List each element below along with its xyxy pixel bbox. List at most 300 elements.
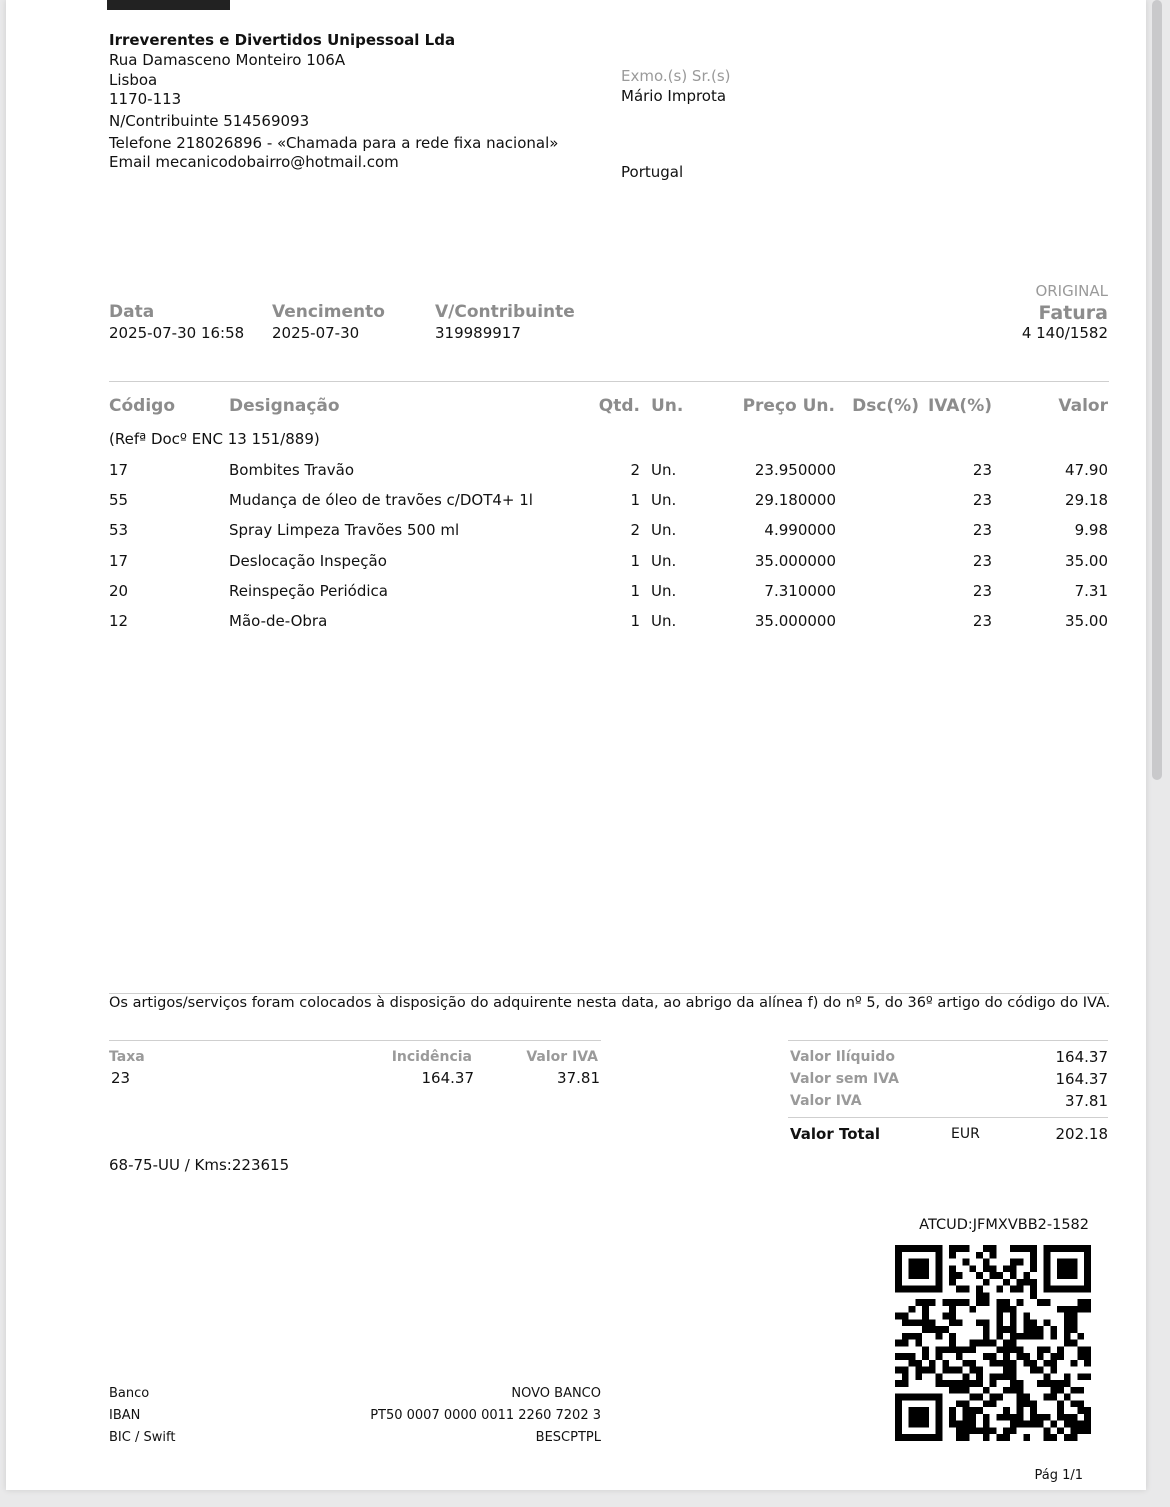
qr-module	[956, 1353, 963, 1360]
qr-module	[956, 1434, 963, 1441]
qr-module	[1003, 1299, 1010, 1306]
cell-vat: 23	[972, 461, 992, 479]
qr-module	[990, 1252, 997, 1259]
col-vat-header: IVA(%)	[927, 396, 992, 416]
col-qty-header: Qtd.	[598, 396, 640, 416]
qr-module	[976, 1299, 983, 1306]
qr-module	[1077, 1373, 1084, 1380]
qr-module	[942, 1360, 949, 1367]
qr-module	[1017, 1259, 1024, 1266]
qr-module	[1030, 1360, 1037, 1367]
cell-unit: Un.	[651, 581, 677, 600]
qr-module	[942, 1299, 949, 1306]
qr-module	[1084, 1414, 1091, 1421]
qr-module	[1050, 1360, 1057, 1367]
qr-module	[956, 1421, 963, 1428]
qr-module	[1010, 1333, 1017, 1340]
client-salutation: Exmo.(s) Sr.(s)	[621, 67, 731, 85]
qr-module	[936, 1333, 943, 1340]
qr-module	[1037, 1421, 1044, 1428]
qr-module	[1044, 1427, 1051, 1434]
qr-module	[976, 1373, 983, 1380]
qr-module	[1064, 1421, 1071, 1428]
cell-vat: 23	[972, 521, 992, 540]
qr-module	[1010, 1286, 1017, 1293]
qr-module	[1023, 1421, 1030, 1428]
qr-module	[1077, 1387, 1084, 1394]
qr-module	[1037, 1414, 1044, 1421]
cell-code: 20	[109, 581, 129, 600]
qr-module	[922, 1346, 929, 1353]
qr-module	[983, 1421, 990, 1428]
cell-vat: 23	[972, 551, 992, 570]
qr-module	[1071, 1400, 1078, 1407]
qr-module	[1084, 1360, 1091, 1367]
bic-label: BIC / Swift	[109, 1430, 176, 1445]
qr-module	[963, 1387, 970, 1394]
cell-value: 35.00	[1065, 612, 1108, 630]
net-value: 164.37	[1055, 1048, 1108, 1066]
qr-module	[895, 1340, 902, 1347]
qr-module	[969, 1407, 976, 1414]
qr-module	[1077, 1299, 1084, 1306]
qr-module	[1037, 1353, 1044, 1360]
qr-module	[1071, 1421, 1078, 1428]
qr-module	[1003, 1340, 1010, 1347]
qr-module	[949, 1367, 956, 1374]
qr-module	[990, 1245, 997, 1252]
qr-module	[963, 1373, 970, 1380]
qr-module	[983, 1434, 990, 1441]
total-label: Valor Total	[790, 1125, 880, 1143]
cell-unit: Un.	[651, 612, 677, 630]
qr-module	[1084, 1373, 1091, 1380]
qr-module	[1030, 1245, 1037, 1252]
qr-module	[1010, 1380, 1017, 1387]
qr-module	[1084, 1346, 1091, 1353]
cell-qty: 1	[630, 551, 640, 570]
qr-module	[1017, 1400, 1024, 1407]
qr-module	[976, 1340, 983, 1347]
qr-module	[969, 1380, 976, 1387]
tax-base-header: Incidência	[391, 1049, 472, 1065]
qr-module	[1037, 1346, 1044, 1353]
cell-unit: Un.	[651, 461, 677, 479]
qr-module	[983, 1299, 990, 1306]
qr-module	[956, 1387, 963, 1394]
qr-module	[1017, 1353, 1024, 1360]
qr-module	[1044, 1373, 1051, 1380]
qr-module	[1044, 1360, 1051, 1367]
qr-module	[949, 1252, 956, 1259]
qr-module	[1064, 1434, 1071, 1441]
col-value-header: Valor	[1058, 396, 1108, 416]
reference-line: (Refª Docº ENC 13 151/889)	[109, 430, 320, 448]
qr-module	[936, 1380, 943, 1387]
qr-module	[983, 1265, 990, 1272]
qr-module	[963, 1427, 970, 1434]
qr-module	[969, 1367, 976, 1374]
qr-module	[976, 1367, 983, 1374]
qr-module	[1064, 1306, 1071, 1313]
qr-module	[996, 1434, 1003, 1441]
qr-module	[1044, 1380, 1051, 1387]
cell-desc: Reinspeção Periódica	[229, 581, 388, 600]
qr-module	[915, 1373, 922, 1380]
qr-module	[1044, 1299, 1051, 1306]
qr-module	[983, 1353, 990, 1360]
qr-module	[996, 1313, 1003, 1320]
qr-module	[949, 1299, 956, 1306]
qr-module	[949, 1272, 956, 1279]
qr-module	[1050, 1434, 1057, 1441]
vat-total-label: Valor IVA	[790, 1093, 862, 1109]
cell-vat: 23	[972, 581, 992, 600]
qr-module	[936, 1353, 943, 1360]
qr-code	[895, 1245, 1091, 1441]
qr-module	[929, 1299, 936, 1306]
qr-module	[996, 1319, 1003, 1326]
qr-module	[963, 1434, 970, 1441]
cell-qty: 1	[630, 581, 640, 600]
tax-vat-header: Valor IVA	[526, 1049, 598, 1065]
bank-label: Banco	[109, 1386, 150, 1401]
qr-module	[976, 1407, 983, 1414]
qr-module	[1050, 1421, 1057, 1428]
cell-qty: 2	[630, 521, 640, 540]
page-number: Pág 1/1	[1034, 1468, 1083, 1483]
qr-module	[922, 1319, 929, 1326]
qr-module	[902, 1333, 909, 1340]
qr-module	[1030, 1259, 1037, 1266]
qr-module	[1077, 1346, 1084, 1353]
atcud: ATCUD:JFMXVBB2-1582	[919, 1217, 1089, 1233]
qr-module	[956, 1286, 963, 1293]
vertical-scrollbar[interactable]	[1152, 0, 1162, 780]
qr-module	[996, 1333, 1003, 1340]
qr-module	[1057, 1400, 1064, 1407]
cell-price: 35.000000	[754, 551, 836, 570]
cell-vat: 23	[972, 491, 992, 510]
qr-module	[949, 1333, 956, 1340]
qr-module	[949, 1414, 956, 1421]
qr-module	[1044, 1394, 1051, 1401]
qr-module	[983, 1279, 990, 1286]
qr-module	[936, 1346, 943, 1353]
qr-module	[1037, 1333, 1044, 1340]
qr-module	[1057, 1259, 1077, 1279]
qr-module	[990, 1394, 997, 1401]
cell-desc: Mudança de óleo de travões c/DOT4+ 1l	[229, 491, 533, 510]
qr-module	[1077, 1421, 1084, 1428]
qr-module	[1003, 1387, 1010, 1394]
qr-module	[1050, 1367, 1057, 1374]
qr-module	[922, 1306, 929, 1313]
cell-desc: Bombites Travão	[229, 461, 355, 479]
qr-module	[996, 1414, 1003, 1421]
col-unit-header: Un.	[651, 396, 684, 416]
cell-price: 4.990000	[764, 521, 836, 540]
qr-module	[963, 1286, 970, 1293]
qr-module	[1030, 1333, 1037, 1340]
qr-module	[1030, 1292, 1037, 1299]
qr-module	[949, 1245, 956, 1252]
qr-module	[895, 1380, 902, 1387]
qr-module	[949, 1340, 956, 1347]
qr-module	[1071, 1306, 1078, 1313]
qr-module	[1003, 1407, 1010, 1414]
qr-module	[1064, 1333, 1071, 1340]
qr-module	[983, 1387, 990, 1394]
qr-module	[1017, 1414, 1024, 1421]
qr-module	[909, 1360, 916, 1367]
divider	[788, 1117, 1108, 1118]
qr-module	[976, 1292, 983, 1299]
cell-price: 23.950000	[754, 461, 836, 479]
qr-module	[976, 1394, 983, 1401]
qr-module	[1010, 1414, 1017, 1421]
qr-module	[969, 1265, 976, 1272]
company-nif: N/Contribuinte 514569093	[109, 112, 310, 130]
qr-module	[1010, 1360, 1017, 1367]
qr-module	[909, 1319, 916, 1326]
qr-module	[1077, 1407, 1084, 1414]
qr-module	[956, 1427, 963, 1434]
qr-module	[1017, 1299, 1024, 1306]
qr-module	[902, 1380, 909, 1387]
qr-module	[1017, 1394, 1024, 1401]
qr-module	[949, 1346, 956, 1353]
qr-module	[1017, 1380, 1024, 1387]
qr-module	[1030, 1326, 1037, 1333]
qr-module	[956, 1245, 963, 1252]
qr-module	[983, 1326, 990, 1333]
qr-module	[949, 1265, 956, 1272]
tax-rate-header: Taxa	[109, 1049, 145, 1065]
due-value: 2025-07-30	[272, 324, 360, 342]
qr-module	[1044, 1434, 1051, 1441]
qr-module	[1023, 1272, 1030, 1279]
qr-module	[936, 1373, 943, 1380]
qr-module	[1064, 1313, 1071, 1320]
qr-module	[1071, 1319, 1078, 1326]
qr-module	[942, 1346, 949, 1353]
qr-module	[976, 1380, 983, 1387]
qr-module	[983, 1319, 990, 1326]
qr-module	[1017, 1279, 1024, 1286]
qr-module	[1064, 1373, 1071, 1380]
qr-module	[1010, 1373, 1017, 1380]
qr-module	[1010, 1387, 1017, 1394]
qr-module	[983, 1245, 990, 1252]
divider	[788, 1040, 1108, 1041]
qr-module	[922, 1299, 929, 1306]
qr-module	[1044, 1346, 1051, 1353]
company-name: Irreverentes e Divertidos Unipessoal Lda	[109, 31, 456, 49]
qr-module	[902, 1367, 909, 1374]
qr-module	[1071, 1360, 1078, 1367]
qr-module	[1057, 1414, 1064, 1421]
qr-module	[909, 1306, 916, 1313]
qr-module	[1084, 1407, 1091, 1414]
qr-module	[1023, 1245, 1030, 1252]
qr-module	[942, 1380, 949, 1387]
col-desc-header: Designação	[229, 396, 340, 416]
qr-module	[915, 1333, 922, 1340]
qr-module	[1003, 1367, 1010, 1374]
qr-module	[942, 1313, 949, 1320]
cell-value: 9.98	[1074, 521, 1108, 540]
qr-module	[990, 1373, 997, 1380]
qr-module	[976, 1319, 983, 1326]
qr-module	[915, 1367, 922, 1374]
company-postal: 1170-113	[109, 90, 182, 108]
qr-module	[1071, 1434, 1078, 1441]
qr-module	[996, 1286, 1003, 1293]
qr-module	[1057, 1407, 1064, 1414]
qr-module	[1071, 1387, 1078, 1394]
qr-module	[983, 1292, 990, 1299]
qr-module	[1017, 1407, 1024, 1414]
qr-module	[929, 1367, 936, 1374]
cell-unit: Un.	[651, 551, 677, 570]
cell-unit: Un.	[651, 521, 677, 540]
qr-module	[1017, 1346, 1024, 1353]
cell-desc: Deslocação Inspeção	[229, 551, 387, 570]
currency: EUR	[951, 1126, 980, 1142]
qr-module	[990, 1265, 997, 1272]
client-country: Portugal	[621, 163, 684, 181]
qr-module	[1010, 1367, 1017, 1374]
qr-module	[1084, 1306, 1091, 1313]
qr-module	[1084, 1427, 1091, 1434]
qr-module	[1017, 1333, 1024, 1340]
qr-module	[1064, 1394, 1071, 1401]
qr-module	[1050, 1387, 1057, 1394]
cell-vat: 23	[972, 612, 992, 630]
qr-module	[1064, 1326, 1071, 1333]
qr-module	[1010, 1313, 1017, 1320]
cell-code: 12	[109, 612, 129, 630]
col-price-header: Preço Un.	[742, 396, 835, 416]
qr-module	[949, 1421, 956, 1428]
qr-module	[963, 1360, 970, 1367]
qr-module	[1044, 1319, 1051, 1326]
cell-price: 29.180000	[754, 491, 836, 510]
qr-module	[1003, 1434, 1010, 1441]
qr-module	[976, 1286, 983, 1293]
cell-price: 35.000000	[754, 612, 836, 630]
qr-module	[976, 1427, 983, 1434]
qr-module	[1050, 1394, 1057, 1401]
qr-module	[949, 1319, 956, 1326]
divider	[109, 381, 1109, 382]
divider	[109, 1040, 601, 1041]
vat-total-value: 37.81	[1065, 1092, 1108, 1110]
qr-module	[1071, 1313, 1078, 1320]
qr-module	[1030, 1414, 1037, 1421]
qr-module	[963, 1380, 970, 1387]
copy-label: ORIGINAL	[1035, 282, 1108, 300]
qr-module	[969, 1346, 976, 1353]
qr-module	[990, 1400, 997, 1407]
qr-module	[1037, 1299, 1044, 1306]
qr-module	[902, 1353, 909, 1360]
qr-module	[1037, 1380, 1044, 1387]
qr-module	[1057, 1427, 1064, 1434]
qr-module	[909, 1353, 916, 1360]
qr-module	[902, 1319, 909, 1326]
qr-module	[1023, 1313, 1030, 1320]
qr-module	[1037, 1367, 1044, 1374]
qr-module	[949, 1380, 956, 1387]
total-value: 202.18	[1055, 1125, 1108, 1143]
qr-module	[915, 1360, 922, 1367]
date-value: 2025-07-30 16:58	[109, 324, 245, 342]
qr-module	[895, 1313, 902, 1320]
qr-module	[1010, 1272, 1017, 1279]
qr-module	[1084, 1353, 1091, 1360]
qr-module	[1064, 1319, 1071, 1326]
cell-code: 17	[109, 551, 129, 570]
qr-module	[996, 1346, 1003, 1353]
tax-base: 164.37	[421, 1069, 474, 1087]
qr-module	[902, 1373, 909, 1380]
qr-module	[969, 1414, 976, 1421]
qr-module	[956, 1346, 963, 1353]
qr-module	[949, 1407, 956, 1414]
vat-number-value: 319989917	[435, 324, 521, 342]
qr-module	[983, 1400, 990, 1407]
qr-module	[1077, 1353, 1084, 1360]
qr-module	[1077, 1306, 1084, 1313]
cell-code: 53	[109, 521, 129, 540]
qr-module	[929, 1360, 936, 1367]
tax-rate: 23	[111, 1069, 131, 1087]
qr-module	[990, 1353, 997, 1360]
qr-module	[990, 1272, 997, 1279]
qr-module	[1010, 1245, 1017, 1252]
qr-module	[1030, 1367, 1037, 1374]
client-name: Mário Improta	[621, 87, 727, 105]
qr-module	[969, 1306, 976, 1313]
qr-module	[895, 1353, 902, 1360]
qr-module	[1010, 1427, 1017, 1434]
qr-module	[909, 1259, 929, 1279]
cell-qty: 2	[630, 461, 640, 479]
vat-number-label: V/Contribuinte	[435, 302, 575, 322]
qr-module	[1084, 1299, 1091, 1306]
qr-module	[963, 1414, 970, 1421]
qr-module	[922, 1367, 929, 1374]
qr-module	[1010, 1421, 1017, 1428]
qr-module	[1071, 1326, 1078, 1333]
qr-module	[949, 1387, 956, 1394]
qr-module	[1023, 1319, 1030, 1326]
qr-module	[969, 1360, 976, 1367]
cell-value: 7.31	[1074, 581, 1108, 600]
qr-module	[1003, 1279, 1010, 1286]
iban-label: IBAN	[109, 1408, 141, 1423]
qr-module	[1030, 1252, 1037, 1259]
qr-module	[990, 1360, 997, 1367]
qr-module	[1030, 1407, 1037, 1414]
qr-module	[963, 1407, 970, 1414]
qr-module	[1023, 1360, 1030, 1367]
qr-module	[1003, 1360, 1010, 1367]
qr-module	[1017, 1387, 1024, 1394]
qr-module	[1010, 1326, 1017, 1333]
